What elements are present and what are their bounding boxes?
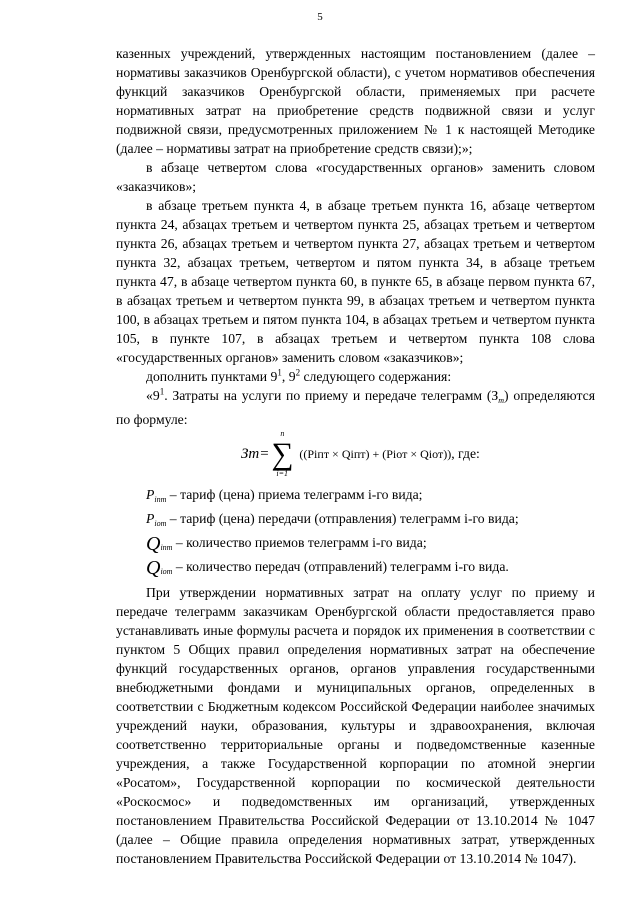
definition-item xyxy=(116,509,595,533)
telegram-end: ) определяются по формуле: xyxy=(116,388,595,427)
definition-subscript: iпт xyxy=(154,495,167,504)
definition-text: – тариф (цена) приема телеграмм i-го вида; xyxy=(166,487,423,502)
definition-item xyxy=(116,533,595,557)
paragraph-amendment-fourth: в абзаце четвертом слова «государственных органов» заменить словом «заказчиков»; xyxy=(116,160,595,194)
definition-list xyxy=(116,485,595,581)
definition-symbol: P xyxy=(146,487,155,502)
definition-symbol: Q xyxy=(146,557,161,579)
formula xyxy=(241,429,480,478)
sum-symbol: n ∑ i=1 xyxy=(271,429,294,478)
definition-subscript: iот xyxy=(154,519,167,528)
definition-symbol: Q xyxy=(146,533,161,555)
supplement-text-after: следующего содержания: xyxy=(300,369,452,384)
definition-text: – тариф (цена) передачи (отправления) телеграмм i-го вида; xyxy=(166,511,519,526)
formula-lhs: Зт= xyxy=(241,445,270,462)
definition-text: – количество приемов телеграмм i-го вида; xyxy=(172,535,427,550)
formula-body: ((Pіпт × Qіпт) + (Pіот × Qіот)) xyxy=(299,446,452,461)
page-number: 5 xyxy=(317,11,323,23)
supplement-sup-1: 1 xyxy=(277,367,282,378)
paragraph-continuation: казенных учреждений, утвержденных настоящим постановлением (далее – нормативы заказчиков Оренбургской области), с учетом нормативов обеспечения функций заказчиков Оренбургской области, применяемых при расчете нормативных затрат на приобретение средств подвижной связи и услуг подвижной связи, предусмотренных приложением № 1 к настоящей Методике (далее – нормативы затрат на приобретение средств связи);»; xyxy=(116,46,595,156)
telegram-open: «9 xyxy=(146,388,160,403)
document-body xyxy=(116,44,595,868)
definition-item xyxy=(116,557,595,581)
telegram-text: . Затраты на услуги по приему и передаче телеграмм (З xyxy=(164,388,499,403)
paragraph-telegram-costs xyxy=(116,386,595,429)
paragraph-approval: При утверждении нормативных затрат на оплату услуг по приему и передаче телеграмм заказчикам Оренбургской области предоставляется право устанавливать иные формулы расчета и порядок их применения в соответствии с пунктом 5 Общих правил определения нормативных затрат на обеспечение функций государственных органов, органов управления государственными внебюджетными фондами и муниципальных органов, определенных в соответствии с Бюджетным кодексом Российской Федерации наиболее значимых учреждений науки, образования, культуры и здравоохранения, включая соответственно территориальные органы и подведомственные казенные учреждения, а также Государственной корпорации по атомной энергии «Росатом», Государственной корпорации по космической деятельности «Роскосмос» и подведомственных им организаций, утвержденных постановлением Правительства Российской Федерации от 13.10.2014 № 1047 (далее – Общие правила определения нормативных затрат, утвержденных постановлением Правительства Российской Федерации от 13.10.2014 № 1047). xyxy=(116,585,595,866)
definition-subscript: iпт xyxy=(160,543,173,552)
sum-upper-limit: n xyxy=(280,429,285,438)
paragraph-supplement xyxy=(116,367,595,386)
supplement-sup-2: 2 xyxy=(295,367,301,378)
definition-text: – количество передач (отправлений) телеграмм i-го вида. xyxy=(172,559,509,574)
supplement-text-before: дополнить пунктами 9 xyxy=(146,369,278,384)
formula-suffix: , где: xyxy=(451,445,480,461)
telegram-sub: т xyxy=(498,396,505,405)
supplement-text-mid: , 9 xyxy=(281,369,296,384)
telegram-sup: 1 xyxy=(159,386,165,397)
formula-block xyxy=(116,431,595,481)
paragraph-amendment-list: в абзаце третьем пункта 4, в абзаце третьем пункта 16, абзаце четвертом пункта 24, абзацах третьем и четвертом пункта 25, абзацах третьем и четвертом пункта 26, абзацах третьем и четвертом пункта 27, абзацах третьем и четвертом пункта 32, абзацах третьем, четвертом и пятом пункта 34, в абзаце третьем пункта 47, в абзаце четвертом пункта 60, в пункте 65, в абзаце первом пункта 67, в абзацах третьем и четвертом пункта 99, в абзацах третьем и четвертом пункта 100, в абзацах третьем и пятом пункта 104, в абзацах третьем и четвертом пункта 105, в пункте 107, в абзацах третьем и четвертом пункта 108 слова «государственных органов» заменить словом «заказчиков»; xyxy=(116,198,595,365)
definition-subscript: iот xyxy=(160,567,173,576)
definition-item xyxy=(116,485,595,509)
sum-lower-limit: i=1 xyxy=(276,469,289,478)
definition-symbol: P xyxy=(146,511,155,526)
